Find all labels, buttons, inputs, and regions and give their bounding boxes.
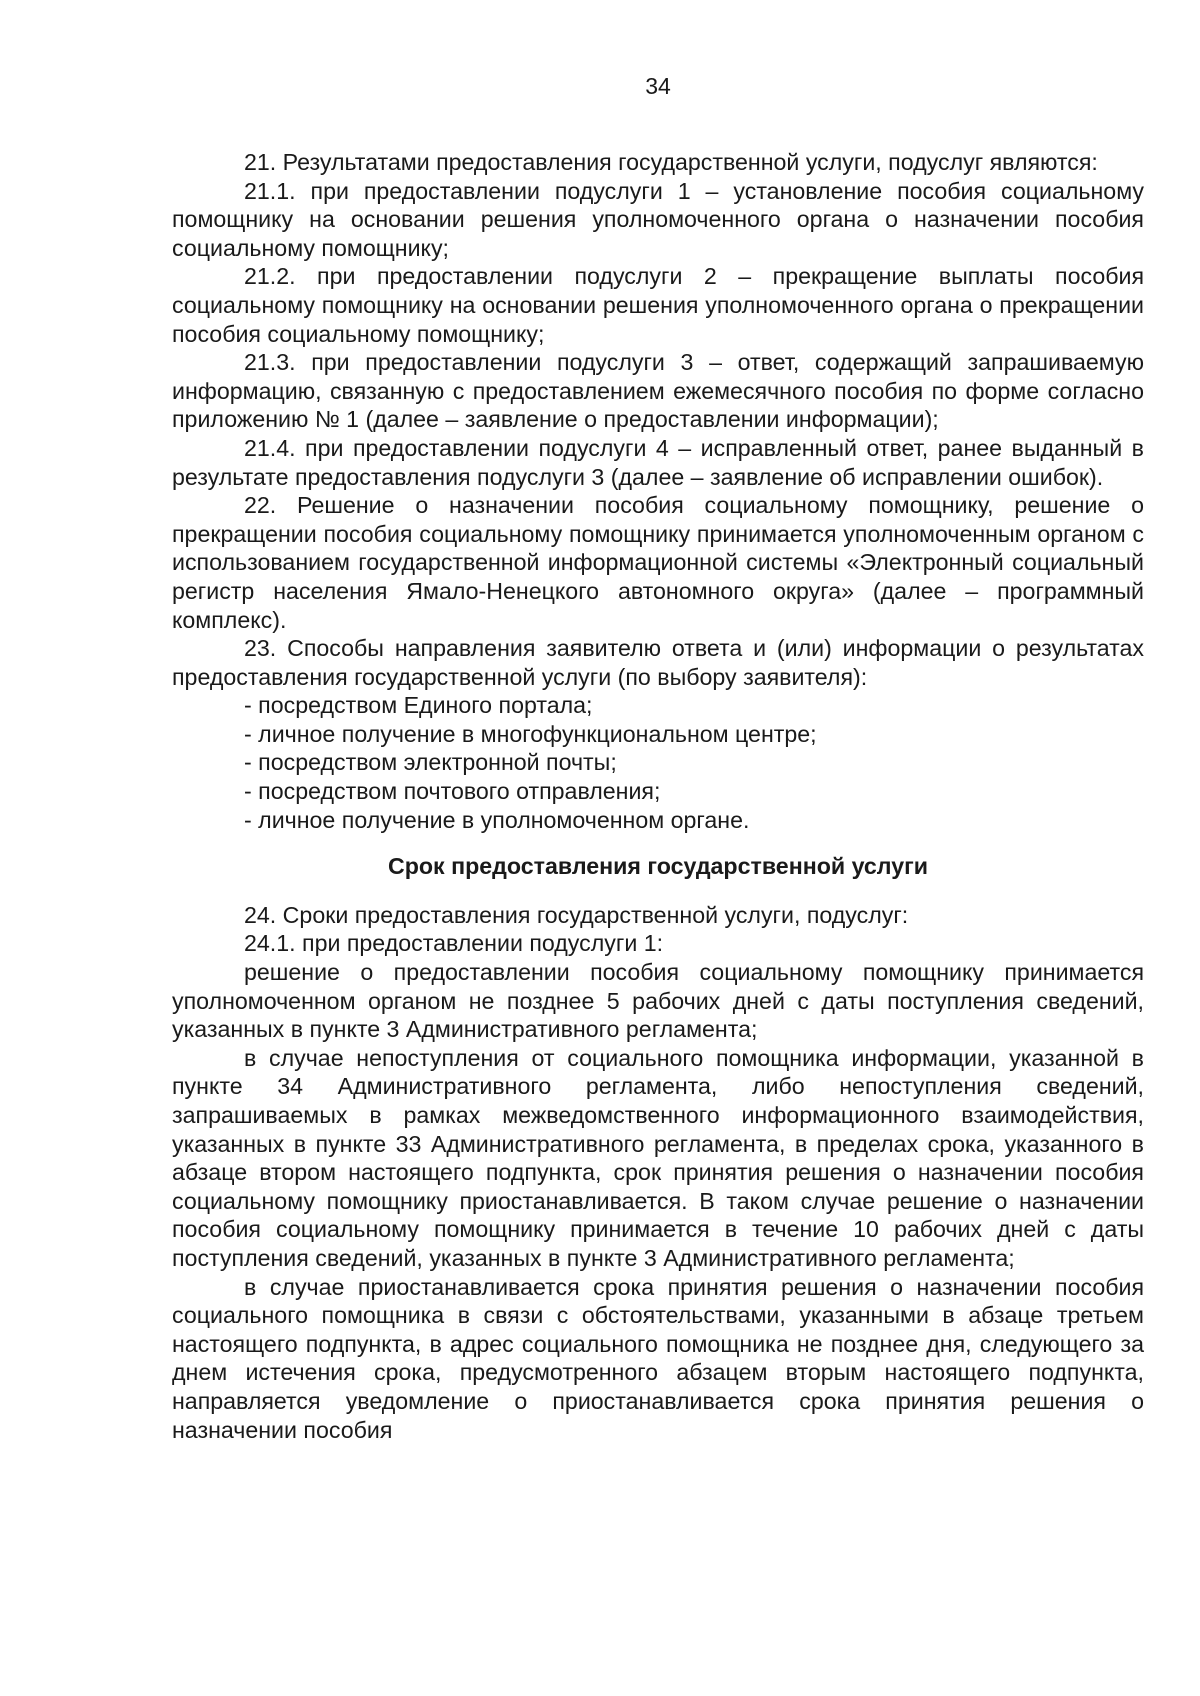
section-heading: Срок предоставления государственной услуги — [387, 853, 929, 880]
paragraph-23: 23. Способы направления заявителю ответа и (или) информации о результатах предоставления государственной услуги (по выбору заявителя): — [172, 635, 1144, 690]
paragraph-21: 21. Результатами предоставления государственной услуги, подуслуг являются: — [244, 149, 1098, 175]
paragraph-24-1-notification: в случае приостанавливается срока принятия решения о назначении пособия социального помощника в связи с обстоятельствами, указанными в абзаце третьем настоящего подпункта, в адрес социального помощника не позднее дня, следующего за днем истечения срока, предусмотренного абзацем вторым настоящего подпункта, направляется уведомление о приостанавливается срока принятия решения о назначении пособия — [172, 1273, 1144, 1443]
paragraph-21-2: 21.2. при предоставлении подуслуги 2 – прекращение выплаты пособия социальному помощнику на основании решения уполномоченного органа о прекращении пособия социальному помощнику; — [172, 263, 1144, 347]
paragraph-22: 22. Решение о назначении пособия социальному помощнику, решение о прекращении пособия социальному помощнику принимается уполномоченным органом с использованием государственной информационной системы «Электронный социальный регистр населения Ямало-Ненецкого автономного округа» (далее – программный комплекс). — [172, 492, 1144, 633]
paragraph-24: 24. Сроки предоставления государственной услуги, подуслуг: — [244, 901, 909, 928]
paragraph-24-1: 24.1. при предоставлении подуслуги 1: — [244, 930, 664, 957]
document-body — [172, 148, 1144, 1444]
paragraph-21-4: 21.4. при предоставлении подуслуги 4 – исправленный ответ, ранее выданный в результате предоставления подуслуги 3 (далее – заявление об исправлении ошибок). — [172, 434, 1144, 490]
paragraph-24-1-suspension: в случае непоступления от социального помощника информации, указанной в пункте 34 Административного регламента, либо непоступления сведений, запрашиваемых в рамках межведомственного информационного взаимодействия, указанных в пункте 33 Административного регламента, в пределах срока, указанного в абзаце втором настоящего подпункта, срок принятия решения о назначении пособия социальному помощнику приостанавливается. В таком случае решение о назначении пособия социальному помощнику принимается в течение 10 рабочих дней с даты поступления сведений, указанных в пункте 3 Административного регламента; — [172, 1044, 1144, 1271]
method-list-item: - посредством почтового отправления; — [244, 778, 661, 805]
paragraph-24-1-decision: решение о предоставлении пособия социальному помощнику принимается уполномоченном органом не позднее 5 рабочих дней с даты поступления сведений, указанных в пункте 3 Административного регламента; — [172, 959, 1144, 1043]
method-list-item: - личное получение в многофункциональном центре; — [244, 720, 817, 747]
paragraph-21-3: 21.3. при предоставлении подуслуги 3 – ответ, содержащий запрашиваемую информацию, связанную с предоставлением ежемесячного пособия по форме согласно приложению № 1 (далее – заявление о предоставлении информации); — [172, 349, 1144, 433]
method-list-item: - личное получение в уполномоченном органе. — [244, 806, 750, 833]
method-list-item: - посредством электронной почты; — [244, 749, 617, 776]
page-number: 34 — [645, 73, 671, 99]
method-list-item: - посредством Единого портала; — [244, 692, 593, 719]
paragraph-21-1: 21.1. при предоставлении подуслуги 1 – установление пособия социальному помощнику на основании решения уполномоченного органа о назначении пособия социальному помощнику; — [172, 177, 1144, 261]
